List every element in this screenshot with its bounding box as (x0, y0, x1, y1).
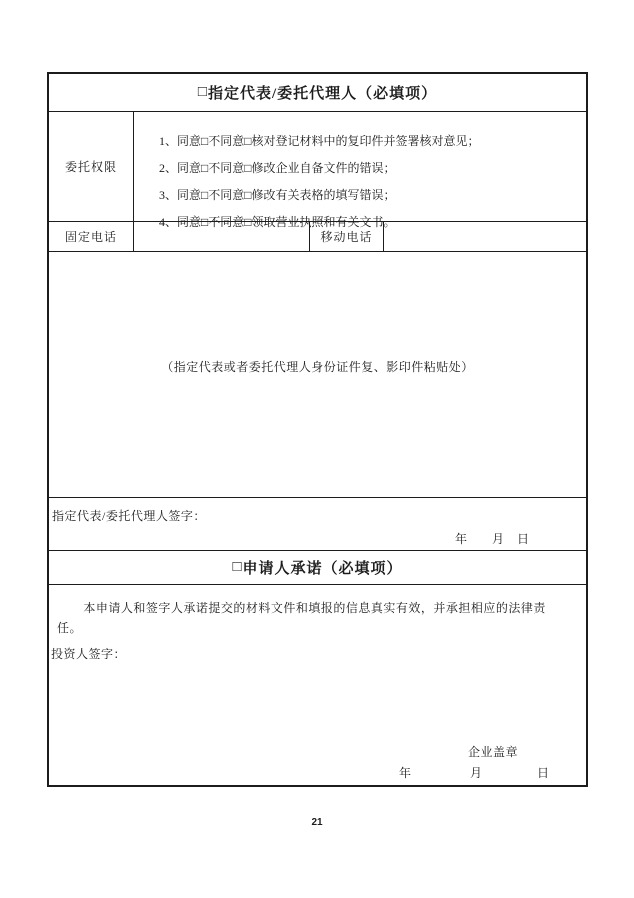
item-number: 2、 (159, 161, 178, 175)
agree-checkbox-1[interactable]: □ (201, 134, 209, 148)
applicant-commitment-block (49, 598, 586, 798)
company-seal-label: 企业盖章 (468, 745, 519, 759)
agree-checkbox-4[interactable]: □ (201, 215, 209, 229)
disagree-label: 不同意 (208, 134, 245, 148)
authorization-item-1 (159, 128, 578, 155)
item-text: 修改有关表格的填写错误； (251, 188, 396, 202)
disagree-checkbox-4[interactable]: □ (244, 215, 252, 229)
signature-month-label: 月 (492, 532, 505, 546)
authorization-row (49, 112, 586, 229)
agree-label: 同意 (177, 215, 202, 229)
fixed-phone-label: 固定电话 (49, 222, 134, 251)
signature-day-label: 日 (517, 532, 530, 546)
disagree-label: 不同意 (208, 188, 245, 202)
disagree-checkbox-3[interactable]: □ (244, 188, 252, 202)
investor-signature-label: 投资人签字： (51, 647, 127, 661)
item-text: 修改企业自备文件的错误； (251, 161, 396, 175)
section1-checkbox[interactable]: □ (197, 84, 208, 100)
agree-checkbox-2[interactable]: □ (201, 161, 209, 175)
agree-checkbox-3[interactable]: □ (201, 188, 209, 202)
section2-checkbox[interactable]: □ (232, 559, 243, 575)
representative-signature-row[interactable] (49, 498, 586, 551)
section2-header (49, 551, 586, 585)
commitment-text: 本申请人和签字人承诺提交的材料文件和填报的信息真实有效，并承担相应的法律责任。 (57, 601, 546, 635)
item-number: 1、 (159, 134, 178, 148)
item-number: 3、 (159, 188, 178, 202)
signature-year-label: 年 (455, 532, 468, 546)
disagree-label: 不同意 (208, 161, 245, 175)
item-text: 领取营业执照和有关文书。 (251, 215, 396, 229)
form-table (47, 72, 588, 787)
commitment-year-label: 年 (399, 766, 412, 780)
item-text: 核对登记材料中的复印件并签署核对意见； (251, 134, 480, 148)
authorization-label: 委托权限 (49, 112, 134, 221)
disagree-checkbox-1[interactable]: □ (244, 134, 252, 148)
section2-title: 申请人承诺（必填项） (242, 561, 403, 577)
section1-title: 指定代表/委托代理人（必填项） (207, 86, 438, 102)
mobile-phone-label: 移动电话 (310, 222, 384, 251)
commitment-month-label: 月 (470, 766, 483, 780)
authorization-list (134, 112, 586, 229)
commitment-day-label: 日 (537, 766, 550, 780)
page-number: 21 (311, 817, 323, 828)
id-paste-area-caption: （指定代表或者委托代理人身份证件复、影印件粘贴处） (161, 360, 474, 374)
authorization-item-3 (159, 182, 578, 209)
mobile-phone-field[interactable] (384, 222, 586, 251)
agree-label: 同意 (177, 161, 202, 175)
fixed-phone-field[interactable] (134, 222, 310, 251)
disagree-label: 不同意 (208, 215, 245, 229)
id-paste-area (49, 252, 586, 498)
authorization-item-2 (159, 155, 578, 182)
section1-header (49, 74, 586, 112)
disagree-checkbox-2[interactable]: □ (244, 161, 252, 175)
phone-row (49, 222, 586, 252)
representative-signature-label: 指定代表/委托代理人签字： (52, 509, 206, 523)
agree-label: 同意 (177, 188, 202, 202)
agree-label: 同意 (177, 134, 202, 148)
item-number: 4、 (159, 215, 178, 229)
